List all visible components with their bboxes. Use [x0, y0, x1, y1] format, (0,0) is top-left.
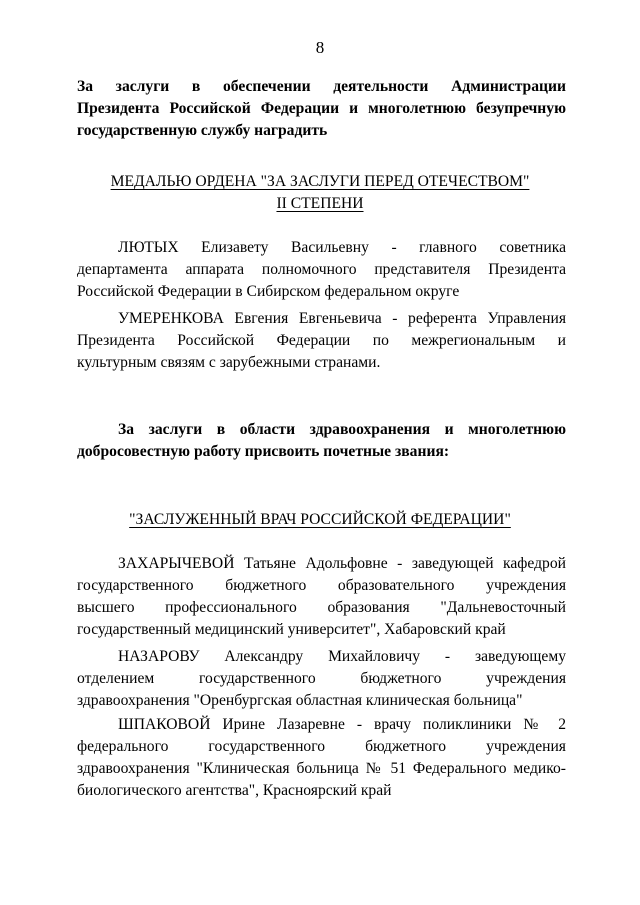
honorary-title-intro — [77, 419, 566, 463]
entry-line: государственный медицинский университет", Хабаровский край — [77, 621, 506, 638]
entry-line: УМЕРЕНКОВА Евгения Евгеньевича - референта Управления — [118, 310, 566, 327]
award-intro-line: За заслуги в обеспечении деятельности Администрации — [77, 78, 566, 95]
awardee-entry — [77, 646, 566, 712]
award-intro-line: государственную службу наградить — [77, 122, 328, 139]
entry-line: здравоохранения "Клиническая больница № 51 Федерального медико- — [77, 760, 566, 777]
awardee-entry — [77, 714, 566, 802]
entry-line: ЛЮТЫХ Елизавету Васильевну - главного советника — [118, 239, 566, 256]
medal-title — [0, 171, 640, 215]
awardee-entry — [77, 237, 566, 303]
entry-line: Президента Российской Федерации по межрегиональным и — [77, 332, 566, 349]
entry-line: высшего профессионального образования "Дальневосточный — [77, 599, 566, 616]
entry-line: НАЗАРОВУ Александру Михайловичу - заведующему — [118, 648, 566, 665]
entry-line: ЗАХАРЫЧЕВОЙ Татьяне Адольфовне - заведующей кафедрой — [118, 555, 566, 572]
award-intro-line: Президента Российской Федерации и многолетнюю безупречную — [77, 100, 566, 117]
entry-line: здравоохранения "Оренбургская областная клиническая больница" — [77, 692, 523, 709]
page-number: 8 — [315, 38, 325, 57]
entry-line: культурным связям с зарубежными странами. — [77, 354, 381, 371]
awardee-entry — [77, 553, 566, 641]
entry-line: департамента аппарата полномочного представителя Президента — [77, 261, 566, 278]
entry-line: федерального государственного бюджетного учреждения — [77, 738, 566, 755]
medal-title-line: МЕДАЛЬЮ ОРДЕНА "ЗА ЗАСЛУГИ ПЕРЕД ОТЕЧЕСТВОМ" — [110, 173, 530, 190]
entry-line: отделением государственного бюджетного учреждения — [77, 670, 566, 687]
intro-line: За заслуги в области здравоохранения и многолетнюю — [118, 421, 566, 438]
entry-line: государственного бюджетного образовательного учреждения — [77, 577, 566, 594]
honorary-title-text: "ЗАСЛУЖЕННЫЙ ВРАЧ РОССИЙСКОЙ ФЕДЕРАЦИИ" — [129, 511, 511, 528]
entry-line: ШПАКОВОЙ Ирине Лазаревне - врачу поликлиники № 2 — [118, 716, 566, 733]
intro-line: добросовестную работу присвоить почетные звания: — [77, 443, 450, 460]
entry-line: Российской Федерации в Сибирском федеральном округе — [77, 283, 460, 300]
entry-line: биологического агентства", Красноярский край — [77, 782, 392, 799]
award-intro — [77, 76, 566, 142]
awardee-entry — [77, 308, 566, 374]
honorary-title — [0, 509, 640, 531]
medal-title-line: II СТЕПЕНИ — [276, 195, 364, 212]
